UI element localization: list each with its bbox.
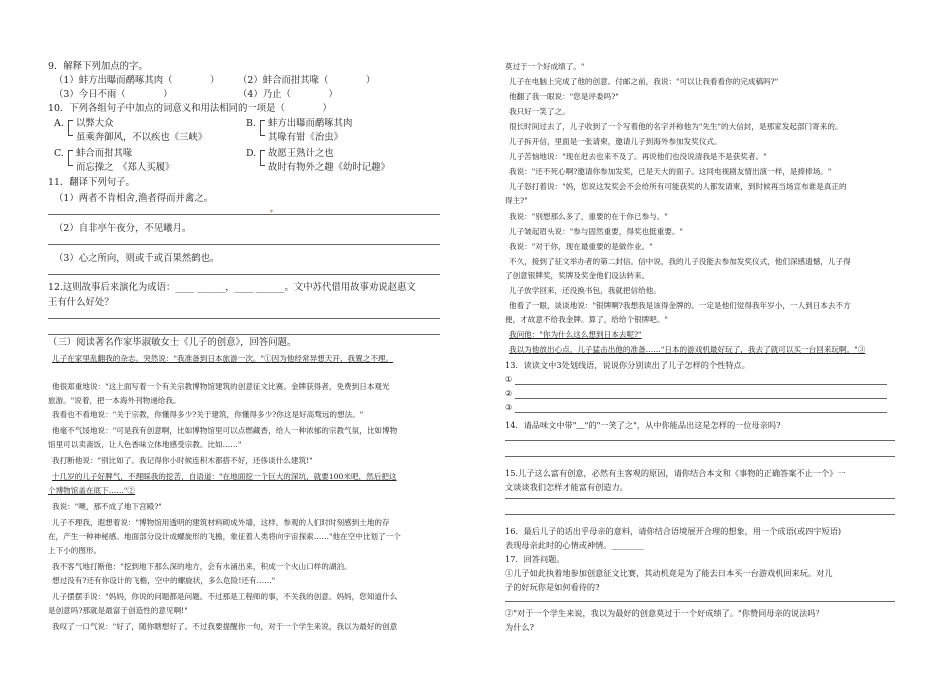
q10-option-a-letter: A. bbox=[54, 118, 64, 129]
passage-paragraph: 儿子苦恼地说："现在赶去也来不及了。再说他们也没说清我是不是获奖者。" bbox=[509, 152, 767, 161]
passage-paragraph: 我不客气地打断他："挖到地下那么深的地方，会有水涌出来，积成一个火山口样的湖泊。 bbox=[52, 562, 352, 571]
passage-paragraph: 得主?" bbox=[505, 196, 528, 205]
q11-title: 11．翻译下列句子。 bbox=[48, 177, 135, 188]
passage-paragraph: 我看也不看地说："关于宗教，你懂得多少?关于建筑，你懂得多少?你这是好高骛远的想法。" bbox=[52, 410, 364, 419]
passage-paragraph: 我说："噢，那不成了地下宫殿?" bbox=[52, 502, 162, 511]
passage-paragraph: 儿子在电脑上完成了他的创意。付邮之前，我说："可以让我看看你的完成稿吗?" bbox=[509, 77, 779, 86]
q9-title: 9．解释下列加点的字。 bbox=[48, 61, 148, 72]
answer-line bbox=[48, 318, 440, 319]
answer-line bbox=[505, 514, 895, 515]
q9-item-4: （4）乃止（ ） bbox=[238, 89, 338, 100]
passage-paragraph: 我说："别想那么多了，重要的在于你已参与。" bbox=[509, 212, 668, 221]
passage-paragraph: 我说："还不死心啊?邀请你参加发奖，已是天大的面子。这同电视剧友情出演一样，是捧捧场。" bbox=[509, 167, 832, 176]
q9-item-1: （1）蚌方出曝而鹬啄其肉（ ） bbox=[54, 75, 220, 86]
answer-line bbox=[48, 244, 440, 245]
q9-item-2: （2）蚌合而拑其喙（ ） bbox=[238, 75, 376, 86]
q10-option-a-line1: 以弊大众 bbox=[76, 118, 114, 129]
passage-paragraph: 我问他："你为什么这么想到日本去呢?" bbox=[509, 330, 642, 339]
q10-title: 10．下列各组句子中加点的词意义和用法相同的一项是（ ） bbox=[48, 103, 332, 114]
reading-heading: （三）阅读著名作家毕淑敏女士《儿子的创意》，回答问题。 bbox=[48, 337, 297, 348]
q10-option-d-letter: D. bbox=[246, 148, 257, 159]
passage-paragraph: 是创意吗?那就是最富于创造性的意见啊!" bbox=[48, 606, 188, 615]
answer-line bbox=[505, 498, 895, 499]
passage-paragraph: 儿子拆开信，里面是一张请柬，邀请儿子到海外参加发奖仪式。 bbox=[509, 137, 722, 146]
passage-paragraph: 我以为他放出心点，儿子猛击出他的准备……"日本的游戏机最好玩了，我去了就可以买一台回来玩啊。"③ bbox=[509, 345, 866, 354]
answer-line bbox=[505, 456, 895, 457]
q16-line-2: 表现母亲此时的心情或神情。________ bbox=[505, 540, 645, 550]
q10-option-d-line2: 故时有物外之趣《幼时记趣》 bbox=[268, 162, 390, 173]
q15-line-2: 文谈谈我们怎样才能富有创造力。 bbox=[505, 482, 628, 492]
answer-line bbox=[505, 440, 895, 441]
passage-paragraph: 儿子在家里乱翻我的杂志。突然说："我准备到日本旅游一次。"①因为他经常异想天开，我置之不理。 bbox=[52, 354, 394, 363]
q13-marker-1: ① bbox=[505, 374, 513, 384]
passage-paragraph: 他很郑重地说："这上面写着一个有关宗教博物馆建筑的创意征文比赛。金牌获得者，免费到日本观光 bbox=[52, 382, 390, 391]
q10-option-c-bracket bbox=[68, 150, 73, 166]
q11-item-2: （2）自非亭午夜分，不见曦月。 bbox=[54, 223, 192, 234]
passage-paragraph: 我打断他说："别比如了。我记得你小时候连积木都搭不好，还侈谈什么建筑!" bbox=[52, 456, 313, 465]
q11-item-1: （1）两者不肯相舍,渔者得而并禽之。 bbox=[54, 193, 213, 204]
passage-paragraph: 不久，接到了征文举办者的第二封信。信中说，我的儿子没能去参加发奖仪式，他们深感遗憾，儿子得 bbox=[509, 257, 851, 266]
passage-paragraph: 儿子皱起眉头说："参与固然重要，得奖也挺重要。" bbox=[509, 227, 684, 236]
q10-option-a-bracket bbox=[68, 120, 73, 136]
q9-item-3: （3）今日不雨（ ） bbox=[54, 89, 173, 100]
q10-option-c-line1: 蚌合而拑其喙 bbox=[76, 148, 133, 159]
q12-line-1: 12.这则故事后来演化为成语：____ ______，____ ______。文中苏代借用故事劝说赵惠文 bbox=[48, 282, 416, 293]
q10-option-b-line2: 其喙有钳《治虫》 bbox=[268, 132, 344, 143]
passage-paragraph: 我只好一笑了之。 bbox=[509, 107, 570, 116]
passage-paragraph: 他毫不气馁地说："可是我有创意啊，比如博物馆里可以点燃藏香，给人一种浓郁的宗教气氛，比如博物 bbox=[52, 426, 398, 435]
passage-paragraph: 个博物馆盖在底下……"② bbox=[48, 486, 136, 495]
q17-title: 17．回答问题。 bbox=[505, 554, 565, 564]
passage-paragraph: 馆里可以卖斋饭，让人色香味立体地感受宗教。比如……" bbox=[48, 440, 242, 449]
q15-line-1: 15.儿子这么富有创意，必然有主客观的原因，请你结合本文和《事物的正确答案不止一个》一 bbox=[505, 468, 846, 478]
q14-title: 14．请品味文中带"﹏"的"一笑了之"，从中你能品出这是怎样的一位母亲吗? bbox=[505, 420, 781, 430]
passage-paragraph: 儿子怒打着说："妈，您说这发奖会不会给所有可能获奖的人都发请柬，到时候再当场宣布谁是真正的 bbox=[509, 182, 847, 191]
passage-paragraph: 儿子放学回来，还没换书包，我就把信给他。 bbox=[509, 286, 661, 295]
q10-option-c-line2: 而忘操之 《郑人买履》 bbox=[76, 162, 175, 173]
answer-line bbox=[48, 334, 440, 335]
pencil-mark-icon: ▾ bbox=[270, 208, 274, 215]
q10-option-b-line1: 蚌方出曝而鹬啄其肉 bbox=[268, 118, 353, 129]
passage-paragraph: 想过没有?还有你设计的飞檐，空中的螺旋状，多么危险!还有……" bbox=[52, 576, 276, 585]
q17-item-1-line-2: 子的好玩你是如何看待的? bbox=[505, 582, 600, 592]
q17-item-2-line-1: ②"对于一个学生来说，我以为最好的创意莫过于一个好成绩了。"你赞同母亲的说法吗？ bbox=[505, 608, 824, 618]
q10-option-a-line2: 虽乘奔御风，不以疾也《三峡》 bbox=[76, 132, 208, 143]
passage-paragraph: 儿子不理我，遐想着说："博物馆用透明的建筑材料砌成外墙，这样，参观的人们时时刻感到土地的存 bbox=[52, 518, 390, 527]
passage-paragraph: 上下小的图形。 bbox=[48, 546, 102, 555]
passage-paragraph: 旅游。"说着，把一本海外刊物递给我。 bbox=[48, 396, 181, 405]
answer-line bbox=[48, 274, 440, 275]
q10-option-b-bracket bbox=[260, 120, 265, 136]
q12-line-2: 王有什么好处？ bbox=[48, 297, 114, 308]
passage-paragraph: 莫过于一个好成绩了。" bbox=[505, 62, 585, 71]
passage-paragraph: 他翻了我一眼说："您是评委吗?" bbox=[509, 92, 619, 101]
passage-paragraph: 便，才故意不给我金牌。算了，给给个银牌吧。" bbox=[505, 315, 668, 324]
passage-paragraph: 了创意银牌奖，奖牌及奖金他们设法转来。 bbox=[505, 271, 650, 280]
q16-line-1: 16．最后儿子的话出乎母亲的意料，请你结合语境展开合理的想象，用一个成语(或四字短语) bbox=[505, 526, 842, 536]
q10-option-b-letter: B. bbox=[246, 118, 256, 129]
passage-paragraph: 儿子摆摆手说："妈妈，你说的问题都是问题。不过那是工程师的事，不关我的创意。妈妈，您知道什么 bbox=[52, 592, 398, 601]
passage-paragraph: 在，产生一种神秘感。地面部分设计成螺旋形的飞檐，象征着人类将向宇宙探索……"他在空中比划了一个 bbox=[48, 532, 401, 541]
answer-line bbox=[515, 398, 887, 399]
passage-paragraph: 他看了一眼，谈谈地说："银牌啊?我想我是该得金牌的。一定是他们觉得我年岁小，一人到日本去不方 bbox=[509, 301, 851, 310]
q10-option-d-line1: 故愿王熟计之也 bbox=[268, 148, 334, 159]
q13-title: 13．读读文中3处划线语，说说你分别读出了儿子怎样的个性特点。 bbox=[505, 360, 750, 370]
answer-line bbox=[505, 601, 895, 602]
answer-line bbox=[515, 412, 887, 413]
answer-line bbox=[48, 214, 440, 215]
passage-paragraph: 很长时间过去了，儿子收到了一个写着他的名字并称他为"先生"的大信封，是那家发起部门寄来的。 bbox=[509, 122, 843, 131]
passage-paragraph: 我说："对于你，现在最重要的是做作业。" bbox=[509, 242, 653, 251]
passage-paragraph: 我叹了一口气说："好了，随你瞎想好了。不过我要提醒你一句，对于一个学生来说，我以为最好的创意 bbox=[52, 622, 398, 631]
q11-item-3: （3）心之所向，则或千或百果然鹤也。 bbox=[54, 253, 220, 264]
q10-option-d-bracket bbox=[260, 150, 265, 166]
answer-line bbox=[515, 384, 887, 385]
q13-marker-3: ③ bbox=[505, 402, 513, 412]
q10-option-c-letter: C. bbox=[54, 148, 64, 159]
q13-marker-2: ② bbox=[505, 388, 513, 398]
q17-item-1-line-1: ①儿子如此执着地参加创意征文比赛，其动机竟是为了能去日本买一台游戏机回来玩。对儿 bbox=[505, 568, 833, 578]
passage-paragraph: 十几岁的儿子好脾气，不理睬我的挖苦，自语道："在地面挖一个巨大的深坑，就要100米吧，然后把这 bbox=[52, 472, 397, 481]
q17-item-2-line-2: 为什么? bbox=[505, 622, 534, 632]
